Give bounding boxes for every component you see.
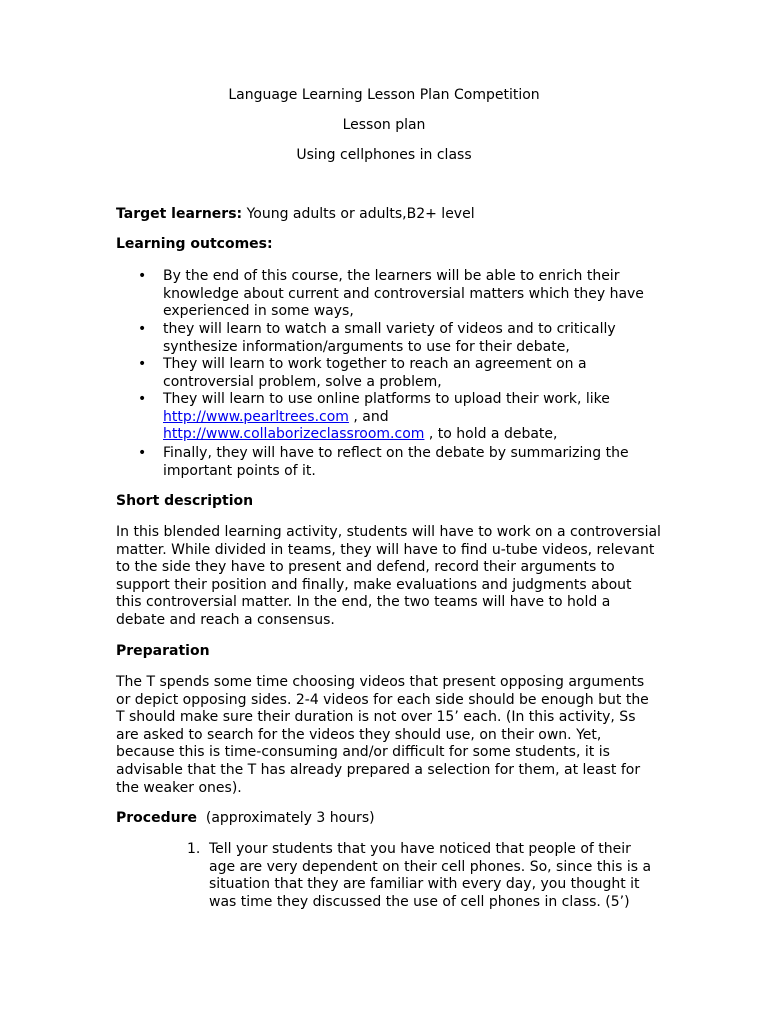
short-description-heading: Short description: [116, 493, 254, 509]
list-item-text: By the end of this course, the learners will be able to enrich their knowledge about current and controversial matters which they have experienced in some ways,: [163, 268, 644, 320]
learning-outcomes-heading: Learning outcomes:: [116, 236, 273, 252]
platforms-mid: , and: [353, 408, 389, 425]
target-learners-label: Target learners:: [116, 206, 243, 222]
list-item-text: [163, 391, 663, 444]
procedure-duration: (approximately 3 hours): [205, 810, 375, 826]
pearltrees-link[interactable]: http://www.pearltrees.com: [163, 408, 349, 425]
procedure-heading: Procedure: [116, 810, 197, 826]
bullet-icon: •: [138, 445, 147, 461]
platforms-tail: , to hold a debate,: [428, 426, 558, 443]
bullet-icon: •: [138, 356, 147, 372]
procedure-heading-line: [116, 810, 661, 828]
doc-type-title: Lesson plan: [342, 117, 426, 133]
target-learners-value: Young adults or adults,B2+ level: [246, 206, 475, 222]
list-item-text: they will learn to watch a small variety of videos and to critically synthesize information/arguments to use for their debate,: [163, 321, 616, 355]
competition-title: Language Learning Lesson Plan Competition: [228, 87, 540, 103]
preparation-text: The T spends some time choosing videos that present opposing arguments or depict opposing sides. 2-4 videos for each side should be enough but the T should make sure their duration is not over 15’ each. (In this activity, Ss are asked to search for the videos they should use, on their own. Yet, because this is time-consuming and/or difficult for some students, it is advisable that the T has already prepared a selection for them, at least for the weaker ones).: [116, 674, 649, 796]
step-number: 1.: [187, 841, 201, 857]
bullet-icon: •: [138, 321, 147, 337]
collaborize-link[interactable]: http://www.collaborizeclassroom.com: [163, 426, 425, 443]
platforms-lead: They will learn to use online platforms to upload their work, like: [163, 391, 610, 407]
bullet-icon: •: [138, 391, 147, 407]
step-text: Tell your students that you have noticed that people of their age are very dependent on their cell phones. So, since this is a situation that they are familiar with every day, you thought it was time they discussed the use of cell phones in class. (5’): [209, 841, 652, 910]
preparation-heading: Preparation: [116, 643, 210, 659]
lesson-title: Using cellphones in class: [296, 147, 472, 163]
list-item-text: They will learn to work together to reach an agreement on a controversial problem, solve a problem,: [163, 356, 587, 390]
target-learners: [116, 206, 661, 224]
bullet-icon: •: [138, 268, 147, 284]
short-description-text: In this blended learning activity, students will have to work on a controversial matter. While divided in teams, they will have to find u-tube videos, relevant to the side they have to present and defend, record their arguments to support their position and finally, make evaluations and judgments about this controversial matter. In the end, the two teams will have to hold a debate and reach a consensus.: [116, 524, 661, 628]
list-item-text: Finally, they will have to reflect on the debate by summarizing the important points of it.: [163, 445, 629, 479]
